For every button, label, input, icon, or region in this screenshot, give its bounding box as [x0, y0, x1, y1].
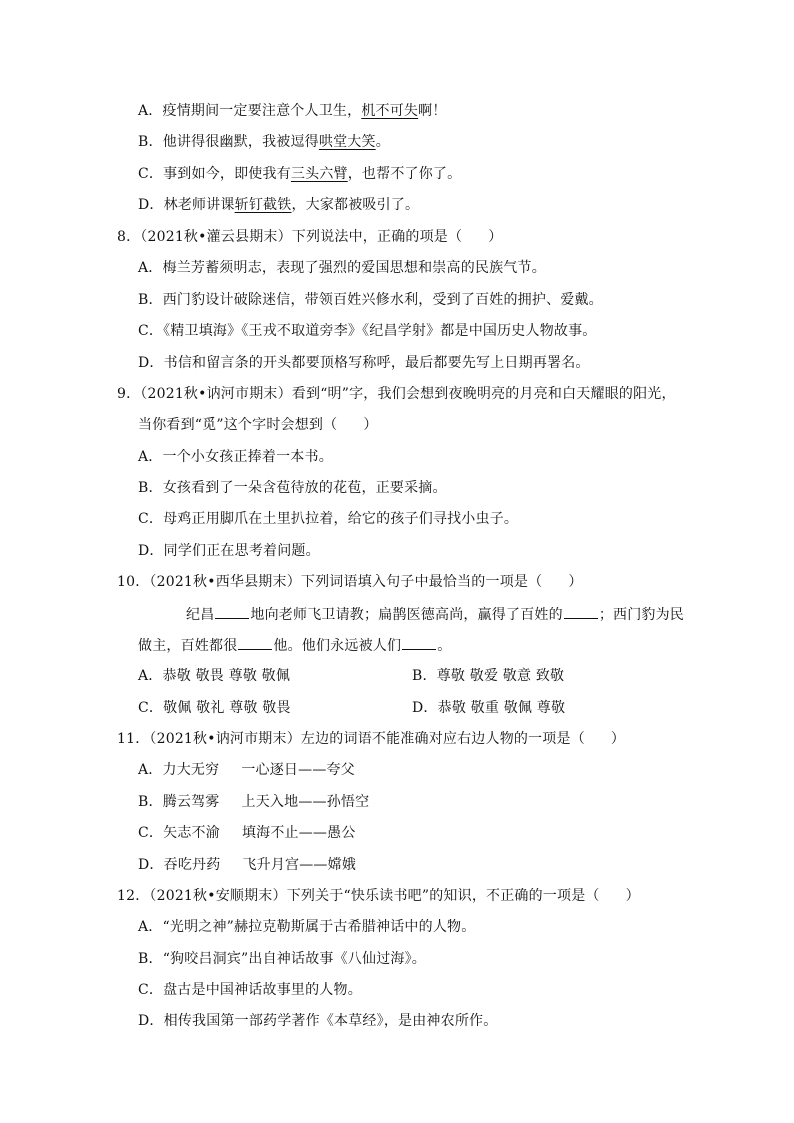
option-right-word: 填海不止——愚公 [241, 825, 356, 841]
q9-option-c: C．母鸡正用脚爪在土里扒拉着，给它的孩子们寻找小虫子。 [138, 511, 519, 527]
underlined-idiom: 三头六臂 [290, 166, 348, 182]
passage-text: ；西门豹为民 [598, 607, 685, 623]
q10-passage-line2 [138, 635, 451, 655]
option-left-word: 力大无穷 [162, 762, 220, 778]
q8-option-c: C．《精卫填海》《王戎不取道旁李》《纪昌学射》都是中国历史人物故事。 [138, 323, 597, 339]
q12-option-b: B．“狗咬吕洞宾”出自神话故事《八仙过海》。 [138, 951, 427, 967]
q12-option-d: D．相传我国第一部药学著作《本草经》，是由神农所作。 [138, 1013, 498, 1029]
question-stem: 12．（2021秋•安顺期末）下列关于“快乐读书吧”的知识，不正确的一项是（ [117, 888, 600, 904]
q11-option-a [138, 760, 355, 780]
question-stem: ） [363, 417, 378, 433]
question-stem: ） [625, 888, 640, 904]
fill-blank[interactable] [215, 604, 249, 619]
q8-stem [117, 227, 502, 247]
option-text: ，也帮不了你了。 [347, 166, 462, 182]
q7-option-b [138, 132, 390, 152]
q12-stem [117, 886, 640, 906]
option-right-word: 飞升月宫——嫦娥 [242, 857, 357, 873]
passage-text: 地向老师飞卫请教；扁鹊医德高尚，赢得了百姓的 [250, 607, 563, 623]
question-stem: ） [610, 731, 626, 747]
q10-passage-line1 [186, 604, 684, 624]
question-stem: 11．（2021秋•讷河市期末）左边的词语不能准确对应右边人物的一项是（ [117, 731, 585, 747]
q7-option-a [138, 101, 447, 121]
q8-option-b: B．西门豹设计破除迷信，带领百姓兴修水利，受到了百姓的拥护、爱戴。 [138, 292, 603, 308]
option-label: B． [138, 794, 163, 810]
q10-option-a [138, 666, 290, 686]
q9-option-b: B．女孩看到了一朵含苞待放的花苞，正要采摘。 [138, 480, 447, 496]
option-words: 尊敬 敬爱 敬意 致敬 [436, 668, 565, 684]
q9-stem-line1: 9．（2021秋•讷河市期末）看到“明”字，我们会想到夜晚明亮的月亮和白天耀眼的阳光， [117, 386, 676, 402]
q11-option-b [138, 792, 369, 812]
passage-text: 他。他们永远被人们 [273, 638, 402, 654]
option-text: A．疫情期间一定要注意个人卫生， [138, 103, 362, 119]
q10-stem [117, 572, 583, 592]
option-label: D． [138, 857, 164, 873]
passage-text: 。 [437, 638, 452, 654]
q10-option-c [138, 698, 291, 718]
question-stem: 8．（2021秋•灌云县期末）下列说法中，正确的项是（ [117, 229, 463, 245]
option-text: 啊！ [418, 103, 447, 119]
option-label: C． [138, 825, 164, 841]
question-stem: ） [568, 574, 583, 590]
option-text: B．他讲得很幽默，我被逗得 [138, 134, 319, 150]
option-left-word: 吞吃丹药 [163, 857, 221, 873]
option-words: 恭敬 敬重 敬佩 尊敬 [437, 700, 566, 716]
underlined-idiom: 机不可失 [361, 103, 419, 119]
q7-option-d [138, 195, 419, 215]
question-stem: 当你看到“觅”这个字时会想到（ [138, 417, 338, 433]
question-stem: ） [488, 229, 503, 245]
passage-text: 纪昌 [186, 607, 215, 623]
q10-option-b [412, 666, 564, 686]
option-label: D． [412, 700, 438, 716]
q12-option-c: C．盘古是中国神话故事里的人物。 [138, 982, 362, 998]
question-stem: 10．（2021秋•西华县期末）下列词语填入句子中最恰当的一项是（ [117, 574, 543, 590]
q9-option-d: D．同学们正在思考着问题。 [138, 543, 320, 559]
option-right-word: 一心逐日——夸父 [241, 762, 355, 778]
q8-option-d: D．书信和留言条的开头都要顶格写称呼，最后都要先写上日期再署名。 [138, 355, 590, 371]
option-label: B． [412, 668, 437, 684]
q9-stem-line2 [138, 415, 378, 435]
option-right-word: 上天入地——孙悟空 [241, 794, 370, 810]
q11-option-c [138, 823, 356, 843]
q7-option-c [138, 164, 461, 184]
passage-text: 做主，百姓都很 [138, 638, 238, 654]
q11-stem [117, 729, 625, 749]
option-label: C． [138, 700, 164, 716]
option-left-word: 矢志不渝 [163, 825, 220, 841]
q8-option-a: A．梅兰芳蓄须明志，表现了强烈的爱国思想和崇高的民族气节。 [138, 260, 546, 276]
option-label: A． [138, 668, 163, 684]
fill-blank[interactable] [402, 635, 436, 650]
q9-option-a: A．一个小女孩正捧着一本书。 [138, 449, 333, 465]
q12-option-a: A．“光明之神”赫拉克勒斯属于古希腊神话中的人物。 [138, 919, 476, 935]
fill-blank[interactable] [238, 635, 272, 650]
fill-blank[interactable] [564, 604, 598, 619]
option-words: 敬佩 敬礼 尊敬 敬畏 [163, 700, 291, 716]
option-left-word: 腾云驾雾 [162, 794, 220, 810]
option-text: D．林老师讲课 [138, 197, 235, 213]
underlined-idiom: 哄堂大笑 [318, 134, 376, 150]
q11-option-d [138, 855, 356, 875]
option-words: 恭敬 敬畏 尊敬 敬佩 [162, 668, 291, 684]
option-text: C．事到如今，即使我有 [138, 166, 291, 182]
underlined-idiom: 斩钉截铁 [234, 197, 292, 213]
q10-option-d [412, 698, 565, 718]
option-label: A． [138, 762, 163, 778]
option-text: ，大家都被吸引了。 [291, 197, 420, 213]
option-text: 。 [375, 134, 390, 150]
